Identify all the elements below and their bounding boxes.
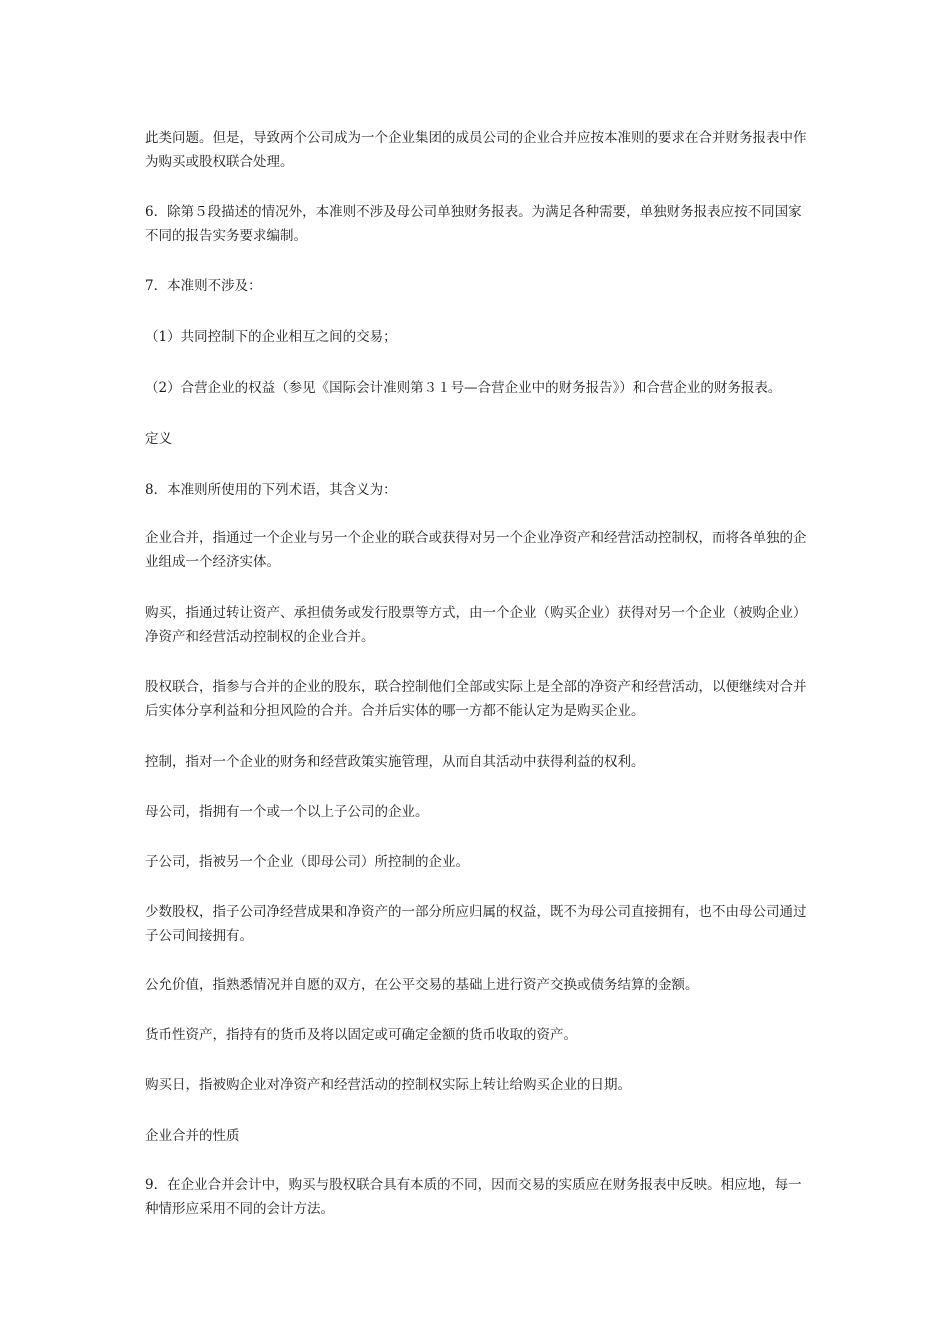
paragraph-7-item-1	[145, 325, 850, 349]
paragraph-8	[145, 478, 850, 502]
definition-fair-value	[145, 973, 850, 997]
text-line: 8．本准则所使用的下列术语，其含义为：	[145, 482, 397, 498]
text-line: 定义	[145, 431, 172, 447]
text-line: 9．在企业合并会计中，购买与股权联合具有本质的不同，因而交易的实质应在财务报表中反映。相应地，每一	[145, 1177, 802, 1193]
text-line: 不同的报告实务要求编制。	[145, 228, 307, 244]
definition-acquisition	[145, 601, 850, 649]
text-line: 6．除第５段描述的情况外，本准则不涉及母公司单独财务报表。为满足各种需要，单独财务报表应按不同国家	[145, 204, 802, 220]
text-line: 控制，指对一个企业的财务和经营政策实施管理，从而自其活动中获得利益的权利。	[145, 754, 645, 770]
paragraph-9	[145, 1173, 850, 1221]
paragraph-6	[145, 200, 850, 248]
text-line: 后实体分享利益和分担风险的合并。合并后实体的哪一方都不能认定为是购买企业。	[145, 703, 645, 719]
text-line: 购买，指通过转让资产、承担债务或发行股票等方式，由一个企业（购买企业）获得对另一个企业（被购企业）	[145, 605, 807, 621]
paragraph-7-item-2	[145, 376, 850, 400]
definition-monetary-assets	[145, 1023, 850, 1047]
text-line: 购买日，指被购企业对净资产和经营活动的控制权实际上转让给购买企业的日期。	[145, 1077, 631, 1093]
definition-subsidiary	[145, 850, 850, 874]
text-line: 业组成一个经济实体。	[145, 554, 280, 570]
text-line: 子公司，指被另一个企业（即母公司）所控制的企业。	[145, 854, 469, 870]
text-line: 此类问题。但是，导致两个公司成为一个企业集团的成员公司的企业合并应按本准则的要求在合并财务报表中作	[145, 130, 807, 146]
definition-date-of-acquisition	[145, 1073, 850, 1097]
text-line: 种情形应采用不同的会计方法。	[145, 1201, 334, 1217]
text-line: 子公司间接拥有。	[145, 928, 253, 944]
section-heading-definitions	[145, 427, 850, 451]
definition-business-combination	[145, 526, 850, 574]
text-line: 为购买或股权联合处理。	[145, 154, 294, 170]
text-line: 少数股权，指子公司净经营成果和净资产的一部分所应归属的权益，既不为母公司直接拥有，也不由母公司通过	[145, 904, 807, 920]
text-line: 净资产和经营活动控制权的企业合并。	[145, 629, 375, 645]
definition-parent	[145, 800, 850, 824]
text-line: 股权联合，指参与合并的企业的股东，联合控制他们全部或实际上是全部的净资产和经营活动，以便继续对合并	[145, 679, 807, 695]
definition-uniting-of-interests	[145, 675, 850, 723]
text-line: 7．本准则不涉及：	[145, 278, 262, 294]
paragraph-scope-continuation	[145, 126, 850, 174]
section-heading-nature	[145, 1124, 850, 1148]
definition-control	[145, 750, 850, 774]
text-line: 企业合并，指通过一个企业与另一个企业的联合或获得对另一个企业净资产和经营活动控制权，而将各单独的企	[145, 530, 807, 546]
definition-minority-interest	[145, 900, 850, 948]
text-line: 公允价值，指熟悉情况并自愿的双方，在公平交易的基础上进行资产交换或债务结算的金额。	[145, 977, 699, 993]
text-line: （2）合营企业的权益（参见《国际会计准则第３１号—合营企业中的财务报告》）和合营企业的财务报表。	[145, 380, 782, 396]
text-line: 企业合并的性质	[145, 1128, 240, 1144]
paragraph-7	[145, 274, 850, 298]
text-line: 母公司，指拥有一个或一个以上子公司的企业。	[145, 804, 429, 820]
text-line: 货币性资产，指持有的货币及将以固定或可确定金额的货币收取的资产。	[145, 1027, 577, 1043]
text-line: （1）共同控制下的企业相互之间的交易；	[145, 329, 397, 345]
